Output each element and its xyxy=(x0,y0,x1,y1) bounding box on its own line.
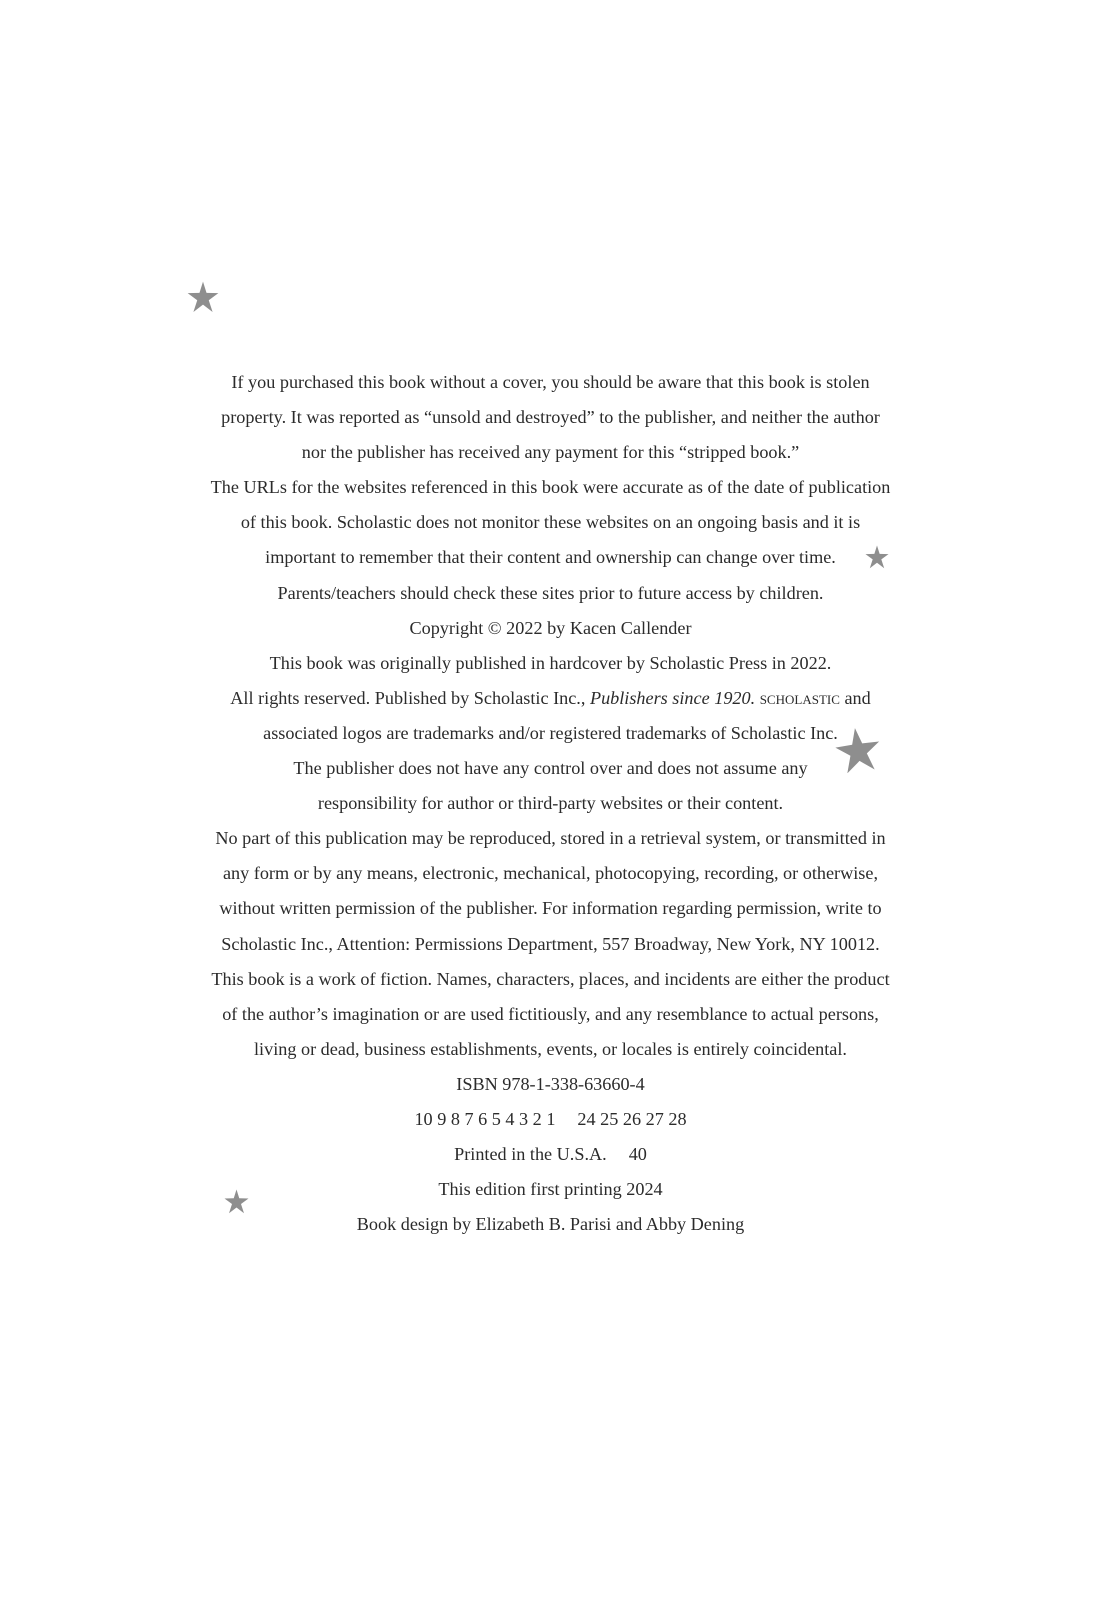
trademark-line: associated logos are trademarks and/or registered trademarks of Scholastic Inc. xyxy=(263,722,838,743)
stolen-book-notice-line-2: property. It was reported as “unsold and destroyed” to the publisher, and neither the author xyxy=(221,407,880,428)
printer-code: 40 xyxy=(628,1144,647,1165)
stolen-book-notice-line-3: nor the publisher has received any payment for this “stripped book.” xyxy=(301,442,800,463)
copyright-notice xyxy=(150,365,951,1242)
copyright-line: Copyright © 2022 by Kacen Callender xyxy=(409,617,692,638)
publisher-address-line: Scholastic Inc., Attention: Permissions Department, 557 Broadway, New York, NY 10012. xyxy=(221,933,880,954)
printing-number-line xyxy=(150,1102,951,1137)
printing-numbers: 10 9 8 7 6 5 4 3 2 1 xyxy=(414,1108,556,1129)
website-disclaimer-line-1: The publisher does not have any control over and does not assume any xyxy=(293,758,808,779)
fiction-disclaimer-line-1: This book is a work of fiction. Names, characters, places, and incidents are either the product xyxy=(211,968,890,989)
fiction-disclaimer-line-3: living or dead, business establishments, events, or locales is entirely coincidental. xyxy=(254,1038,847,1059)
printing-years: 24 25 26 27 28 xyxy=(577,1108,687,1129)
reproduction-notice-line-3: without written permission of the publisher. For information regarding permission, write to xyxy=(219,898,882,919)
printed-place: Printed in the U.S.A. xyxy=(454,1144,607,1165)
url-notice-line-1: The URLs for the websites referenced in this book were accurate as of the date of publication xyxy=(210,477,891,498)
stolen-book-notice-line-1: If you purchased this book without a cover, you should be aware that this book is stolen xyxy=(231,372,870,392)
reproduction-notice-line-2: any form or by any means, electronic, mechanical, photocopying, recording, or otherwise, xyxy=(222,863,879,884)
rights-reserved-line xyxy=(150,681,951,716)
star-icon xyxy=(187,281,219,313)
rights-suffix: and xyxy=(839,687,871,708)
isbn-line: ISBN 978-1-338-63660-4 xyxy=(456,1073,645,1094)
edition-line: This edition first printing 2024 xyxy=(438,1179,663,1200)
printed-in-line xyxy=(150,1137,951,1172)
design-credit-line: Book design by Elizabeth B. Parisi and Abby Dening xyxy=(356,1214,745,1235)
publisher-brand: scholastic xyxy=(759,687,840,708)
publisher-tagline: Publishers since 1920. xyxy=(589,687,756,708)
url-notice-line-3: important to remember that their content and ownership can change over time. xyxy=(265,547,836,568)
rights-prefix: All rights reserved. Published by Scholastic Inc., xyxy=(230,687,590,708)
fiction-disclaimer-line-2: of the author’s imagination or are used fictitiously, and any resemblance to actual persons, xyxy=(222,1003,879,1024)
reproduction-notice-line-1: No part of this publication may be reproduced, stored in a retrieval system, or transmitted in xyxy=(215,828,886,849)
url-notice-line-2: of this book. Scholastic does not monitor these websites on an ongoing basis and it is xyxy=(240,512,861,533)
original-publication-line: This book was originally published in hardcover by Scholastic Press in 2022. xyxy=(269,652,832,673)
url-notice-line-4: Parents/teachers should check these sites prior to future access by children. xyxy=(277,582,824,603)
website-disclaimer-line-2: responsibility for author or third-party websites or their content. xyxy=(317,793,784,814)
